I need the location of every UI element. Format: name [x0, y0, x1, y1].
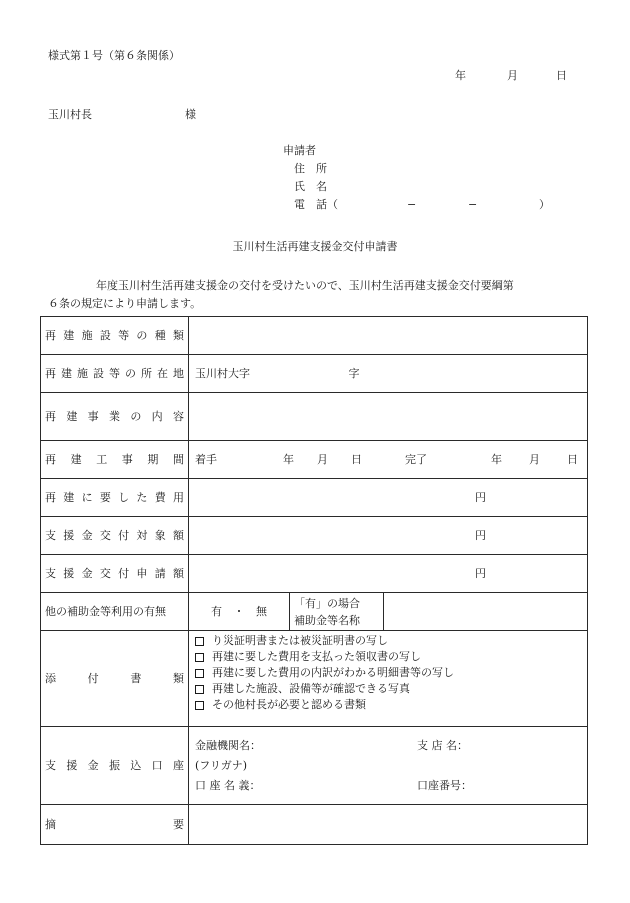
body-text-line-1: 年度玉川村生活再建支援金の交付を受けたいので、玉川村生活再建支援金交付要綱第	[96, 279, 514, 292]
phone-label: 電 話（	[294, 198, 338, 211]
phone-dash-1: −	[407, 198, 417, 211]
table-row	[41, 393, 588, 441]
table-row	[41, 805, 588, 845]
subsidy-name-label	[290, 593, 384, 631]
attachment-text: 再建した施設、設備等が確認できる写真	[212, 682, 410, 695]
table-row	[41, 517, 588, 555]
list-item	[195, 633, 581, 649]
table-row	[41, 479, 588, 517]
form-id: 様式第１号（第６条関係）	[48, 49, 180, 62]
attachment-text: その他村長が必要と認める書類	[212, 698, 366, 711]
project-content-field[interactable]	[189, 393, 588, 441]
yen-unit: 円	[475, 491, 486, 504]
requested-amount-text: 支 援 金 交 付 申 請 額	[45, 567, 184, 580]
bank-account-field	[189, 727, 588, 805]
yen-unit: 円	[475, 567, 486, 580]
facility-type-text: 再 建 施 設 等 の 種 類	[45, 329, 184, 342]
remarks-field[interactable]	[189, 805, 588, 845]
bank-row-3	[195, 776, 581, 796]
choice-no[interactable]: 無	[256, 605, 267, 618]
requested-amount-label	[41, 555, 189, 593]
addressee-name: 玉川村長	[48, 108, 92, 121]
list-item	[195, 665, 581, 681]
branch-label: 支 店 名：	[417, 738, 468, 752]
table-row	[41, 355, 588, 393]
table-row	[41, 555, 588, 593]
start-month: 月	[317, 453, 328, 466]
subsidy-case-line-1: 「有」の場合	[294, 596, 360, 610]
application-form-table	[40, 316, 588, 845]
checkbox[interactable]	[195, 701, 204, 710]
remarks-text: 摘 要	[45, 818, 184, 831]
body-text-line-2: ６条の規定により申請します。	[48, 297, 202, 310]
other-subsidy-choice[interactable]	[189, 593, 290, 631]
bank-details	[195, 736, 581, 796]
bank-account-text: 支 援 金 振 込 口 座	[45, 759, 184, 772]
construction-period-label	[41, 441, 189, 479]
attachments-field	[189, 631, 588, 727]
checkbox[interactable]	[195, 685, 204, 694]
subsidy-name-field[interactable]	[384, 593, 588, 631]
applicant-heading: 申請者	[283, 144, 316, 157]
kana-label: (フリガナ)	[195, 758, 248, 772]
attachment-text: 再建に要した費用の内訳がわかる明細書等の写し	[212, 666, 454, 679]
address-label: 住 所	[294, 162, 327, 175]
date-month: 月	[507, 69, 518, 82]
eligible-amount-label	[41, 517, 189, 555]
facility-location-label	[41, 355, 189, 393]
table-row	[41, 317, 588, 355]
list-item	[195, 697, 581, 713]
phone-line	[283, 196, 564, 214]
date-year: 年	[455, 69, 466, 82]
phone-close: ）	[539, 198, 550, 211]
facility-type-label	[41, 317, 189, 355]
attachment-text: り災証明書または被災証明書の写し	[212, 634, 388, 647]
remarks-label	[41, 805, 189, 845]
bank-name-label: 金融機関名：	[195, 738, 261, 752]
eligible-amount-field[interactable]	[189, 517, 588, 555]
rebuild-cost-field[interactable]	[189, 479, 588, 517]
applicant-block	[283, 142, 564, 214]
other-subsidy-label: 他の補助金等利用の有無	[41, 593, 189, 631]
facility-location-text: 再 建 施 設 等 の 所 在 地	[45, 367, 184, 380]
attachments-label	[41, 631, 189, 727]
bank-row-1	[195, 736, 581, 756]
checkbox[interactable]	[195, 653, 204, 662]
phone-dash-2: −	[468, 198, 478, 211]
attachments-text: 添 付 書 類	[45, 672, 184, 685]
location-prefix: 玉川村大字	[195, 367, 250, 380]
end-month: 月	[529, 453, 540, 466]
attachment-text: 再建に要した費用を支払った領収書の写し	[212, 650, 421, 663]
choice-yes[interactable]: 有	[211, 605, 222, 618]
name-label: 氏 名	[294, 180, 327, 193]
document-title: 玉川村生活再建支援金交付申請書	[232, 240, 398, 253]
facility-type-field[interactable]	[189, 317, 588, 355]
facility-location-field[interactable]	[189, 355, 588, 393]
choice-separator: ・	[233, 605, 245, 618]
account-number-label: 口座番号：	[417, 778, 472, 792]
attachment-list	[195, 633, 581, 713]
list-item	[195, 649, 581, 665]
bank-account-label	[41, 727, 189, 805]
construction-period-field[interactable]	[189, 441, 588, 479]
period-start-label: 着手	[195, 453, 217, 466]
table-row	[41, 727, 588, 805]
table-row	[41, 631, 588, 727]
start-day: 日	[351, 453, 362, 466]
table-row	[41, 441, 588, 479]
start-year: 年	[283, 453, 294, 466]
end-year: 年	[491, 453, 502, 466]
subsidy-case-line-2: 補助金等名称	[294, 613, 360, 627]
checkbox[interactable]	[195, 637, 204, 646]
checkbox[interactable]	[195, 669, 204, 678]
table-row	[41, 593, 588, 631]
construction-period-text: 再 建 工 事 期 間	[45, 453, 184, 466]
requested-amount-field[interactable]	[189, 555, 588, 593]
date-day: 日	[556, 69, 567, 82]
rebuild-cost-label	[41, 479, 189, 517]
project-content-text: 再 建 事 業 の 内 容	[45, 410, 184, 423]
project-content-label	[41, 393, 189, 441]
addressee-honorific: 様	[185, 108, 196, 121]
account-holder-label: 口 座 名 義：	[195, 778, 261, 792]
rebuild-cost-text: 再 建 に 要 し た 費 用	[45, 491, 184, 504]
yen-unit: 円	[475, 529, 486, 542]
location-suffix: 字	[348, 367, 360, 380]
list-item	[195, 681, 581, 697]
eligible-amount-text: 支 援 金 交 付 対 象 額	[45, 529, 184, 542]
end-day: 日	[567, 453, 578, 466]
period-end-label: 完了	[405, 453, 427, 466]
